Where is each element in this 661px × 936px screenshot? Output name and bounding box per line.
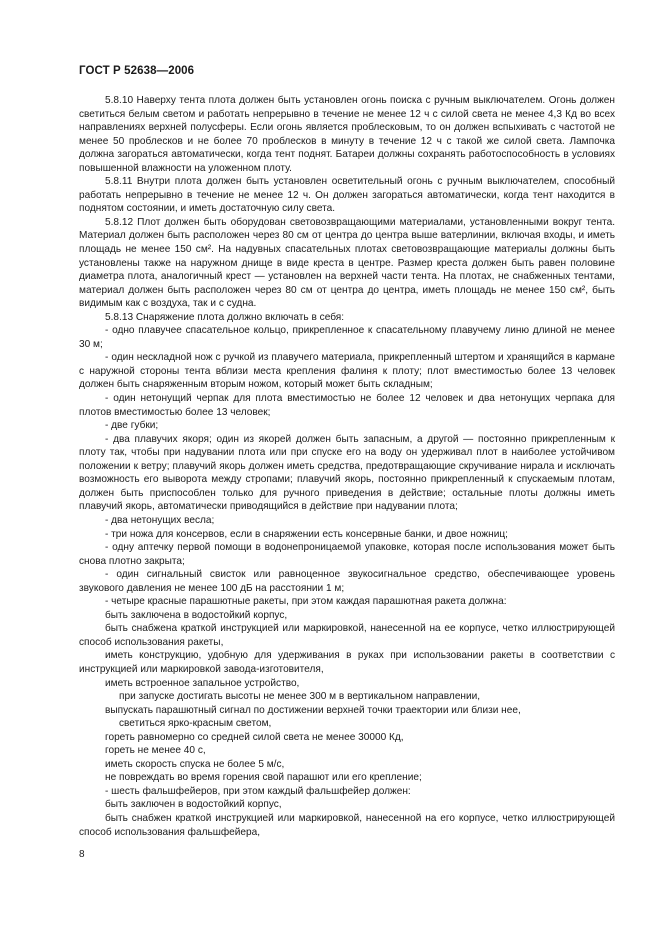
sub-item: выпускать парашютный сигнал по достижении верхней точки траектории или близи нее,	[105, 704, 521, 716]
list-item: - два нетонущих весла;	[105, 514, 215, 526]
paragraph: 5.8.12 Плот должен быть оборудован световозвращающими материалами, установленными вокруг тента. Материал должен быть расположен через 80 см от центра до центра выше ватерлинии, включая входы, и иметь площадь не менее 150 см². На надувных спасательных плотах световозвращающие материалы должны быть установлены также на наружном днище в виде креста в центре. Размер креста должен быть равен половине диаметра плота, аналогичный крест — установлен на верхней части тента. На плотах, не снабженных тентами, материал должен быть расположен через 80 см от центра до центра, иметь площадь не менее 150 см², быть видимым как с воздуха, так и с судна.	[79, 216, 615, 310]
list-item: - одно плавучее спасательное кольцо, прикрепленное к спасательному плавучему линю длиной не менее 30 м;	[79, 325, 615, 350]
document-header: ГОСТ Р 52638—2006	[79, 65, 195, 77]
sub-item: иметь конструкцию, удобную для удерживания в руках при использовании ракеты в соответствии с инструкцией или маркировкой завода-изготовителя,	[79, 650, 615, 675]
list-item: - одну аптечку первой помощи в водонепроницаемой упаковке, которая после использования может быть снова плотно закрыта;	[79, 542, 615, 567]
sub-item: иметь встроенное запальное устройство,	[105, 677, 300, 689]
sub-item: быть заключен в водостойкий корпус,	[105, 799, 282, 811]
paragraph: 5.8.10 Наверху тента плота должен быть установлен огонь поиска с ручным выключателем. Огонь должен светиться белым светом и работать непрерывно в течение не менее 12 ч с силой света не менее 4,3 Кд во всех направлениях верхней полусферы. Если огонь является проблесковым, то он должен вспыхивать с частотой не менее 50 проблесков и не более 70 проблесков в минуту в течение 12 ч с такой же силой света. Лампочка должна загораться автоматически, когда тент поднят. Батареи должны сохранять работоспособность в условиях повышенной влажности на уложенном плоту.	[79, 95, 615, 174]
list-item: - один нетонущий черпак для плота вместимостью не более 12 человек и два нетонущих черпака для плотов вместимостью более 13 человек;	[79, 393, 615, 418]
sub-item: гореть не менее 40 с,	[105, 745, 206, 757]
document-body	[79, 94, 615, 839]
page-number: 8	[79, 849, 85, 860]
list-item: - две губки;	[105, 420, 159, 432]
sub-item: светиться ярко-красным светом,	[119, 718, 272, 730]
sub-item: быть снабжен краткой инструкцией или маркировкой, нанесенной на его корпусе, четко иллюстрирующей способ использования фальшфейера,	[79, 812, 615, 838]
list-item: - четыре красные парашютные ракеты, при этом каждая парашютная ракета должна:	[105, 596, 507, 608]
sub-item: не повреждать во время горения свой парашют или его крепление;	[105, 772, 422, 784]
sub-item: быть снабжена краткой инструкцией или маркировкой, нанесенной на ее корпусе, четко иллюстрирующей способ использования ракеты,	[79, 623, 615, 648]
list-item: - два плавучих якоря; один из якорей должен быть запасным, а другой — постоянно прикрепленным к плоту так, чтобы при надувании плота или при спуске его на воду он удерживал плот в наиболее устойчивом положении к ветру; плавучий якорь должен иметь средства, предотвращающие скручивание нирала и исключать возможность его выворота между стропами; плавучий якорь, постоянно прикрепленный к спускаемым плотам, должен быть приспособлен только для ручного приведения в действие; остальные плоты должны иметь плавучий якорь, автоматически приводящийся в действие при надувании плота;	[79, 433, 615, 513]
list-item: - один сигнальный свисток или равноценное звукосигнальное средство, обеспечивающее уровень звукового давления не менее 100 дБ на расстоянии 1 м;	[79, 569, 615, 594]
list-item: - три ножа для консервов, если в снаряжении есть консервные банки, и двое ножниц;	[105, 528, 508, 540]
list-item: - шесть фальшфейеров, при этом каждый фальшфейер должен:	[105, 785, 411, 797]
paragraph: 5.8.13 Снаряжение плота должно включать в себя:	[105, 311, 345, 323]
sub-item: при запуске достигать высоты не менее 300 м в вертикальном направлении,	[119, 691, 481, 703]
list-item: - один нескладной нож с ручкой из плавучего материала, прикрепленный штертом и хранящийся в кармане с наружной стороны тента вблизи места крепления фалиня к плоту; плот вместимостью более 13 человек должен быть снаряженным вторым ножом, который может быть складным;	[79, 352, 615, 391]
sub-item: иметь скорость спуска не более 5 м/с,	[105, 758, 285, 770]
sub-item: быть заключена в водостойкий корпус,	[105, 609, 288, 621]
sub-item: гореть равномерно со средней силой света не менее 30000 Кд,	[105, 731, 404, 743]
paragraph: 5.8.11 Внутри плота должен быть установлен осветительный огонь с ручным выключателем, способный работать непрерывно в течение не менее 12 ч. Он должен загораться автоматически, когда тент находится в поднятом состоянии, и иметь достаточную силу света.	[79, 176, 615, 215]
